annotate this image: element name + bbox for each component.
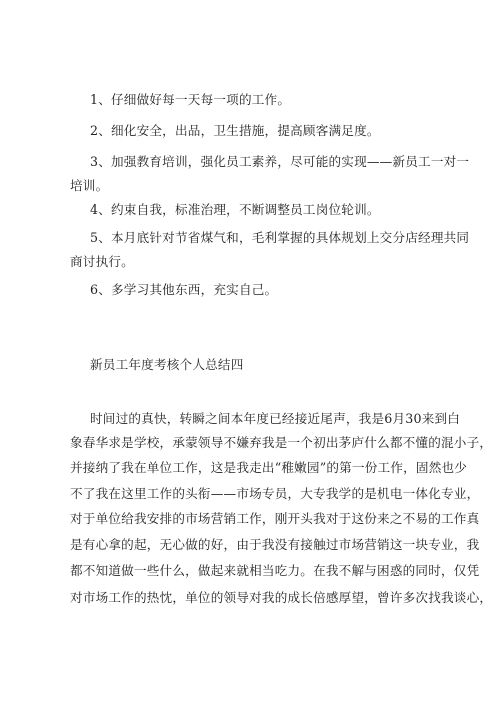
paragraph-line-6: 是有心拿的起，无心做的好，由于我没有接触过市场营销这一块专业，我 — [70, 537, 480, 552]
list-item-6-line-1: 6、多学习其他东西，充实自己。 — [90, 282, 278, 297]
paragraph-line-1: 时间过的真快，转瞬之间本年度已经接近尾声，我是6月30来到白 — [90, 411, 461, 426]
paragraph-line-7: 都不知道做一些什么，做起来就相当吃力。在我不解与困惑的同时，仅凭 — [70, 563, 480, 578]
list-item-3-line-1: 3、加强教育培训，强化员工素养，尽可能的实现——新员工一对一 — [90, 154, 470, 169]
list-item-3-line-2: 培训。 — [70, 178, 109, 193]
section-title: 新员工年度考核个人总结四 — [90, 357, 244, 372]
list-item-5-line-2: 商讨执行。 — [70, 254, 134, 269]
list-item-1-line-1: 1、仔细做好每一天每一项的工作。 — [90, 92, 291, 107]
paragraph-line-5: 对于单位给我安排的市场营销工作，刚开头我对于这份来之不易的工作真 — [70, 511, 480, 526]
paragraph-line-8: 对市场工作的热忱，单位的领导对我的成长倍感厚望，曾许多次找我谈心， — [70, 590, 493, 605]
paragraph-line-4: 不了我在这里工作的头衔——市场专员，大专我学的是机电一体化专业， — [70, 486, 480, 501]
list-item-4-line-1: 4、约束自我，标准治理，不断调整员工岗位轮训。 — [90, 202, 380, 217]
paragraph-line-3: 并接纳了我在单位工作，这是我走出“稚嫩园”的第一份工作，固然也少 — [70, 460, 468, 475]
list-item-2-line-1: 2、细化安全，出品，卫生措施，提高顾客满足度。 — [90, 123, 380, 138]
paragraph-line-2: 象春华求是学校，承蒙领导不嫌弃我是一个初出茅庐什么都不懂的混小子， — [70, 435, 493, 450]
list-item-5-line-1: 5、本月底针对节省煤气和，毛利掌握的具体规划上交分店经理共同 — [90, 230, 470, 245]
